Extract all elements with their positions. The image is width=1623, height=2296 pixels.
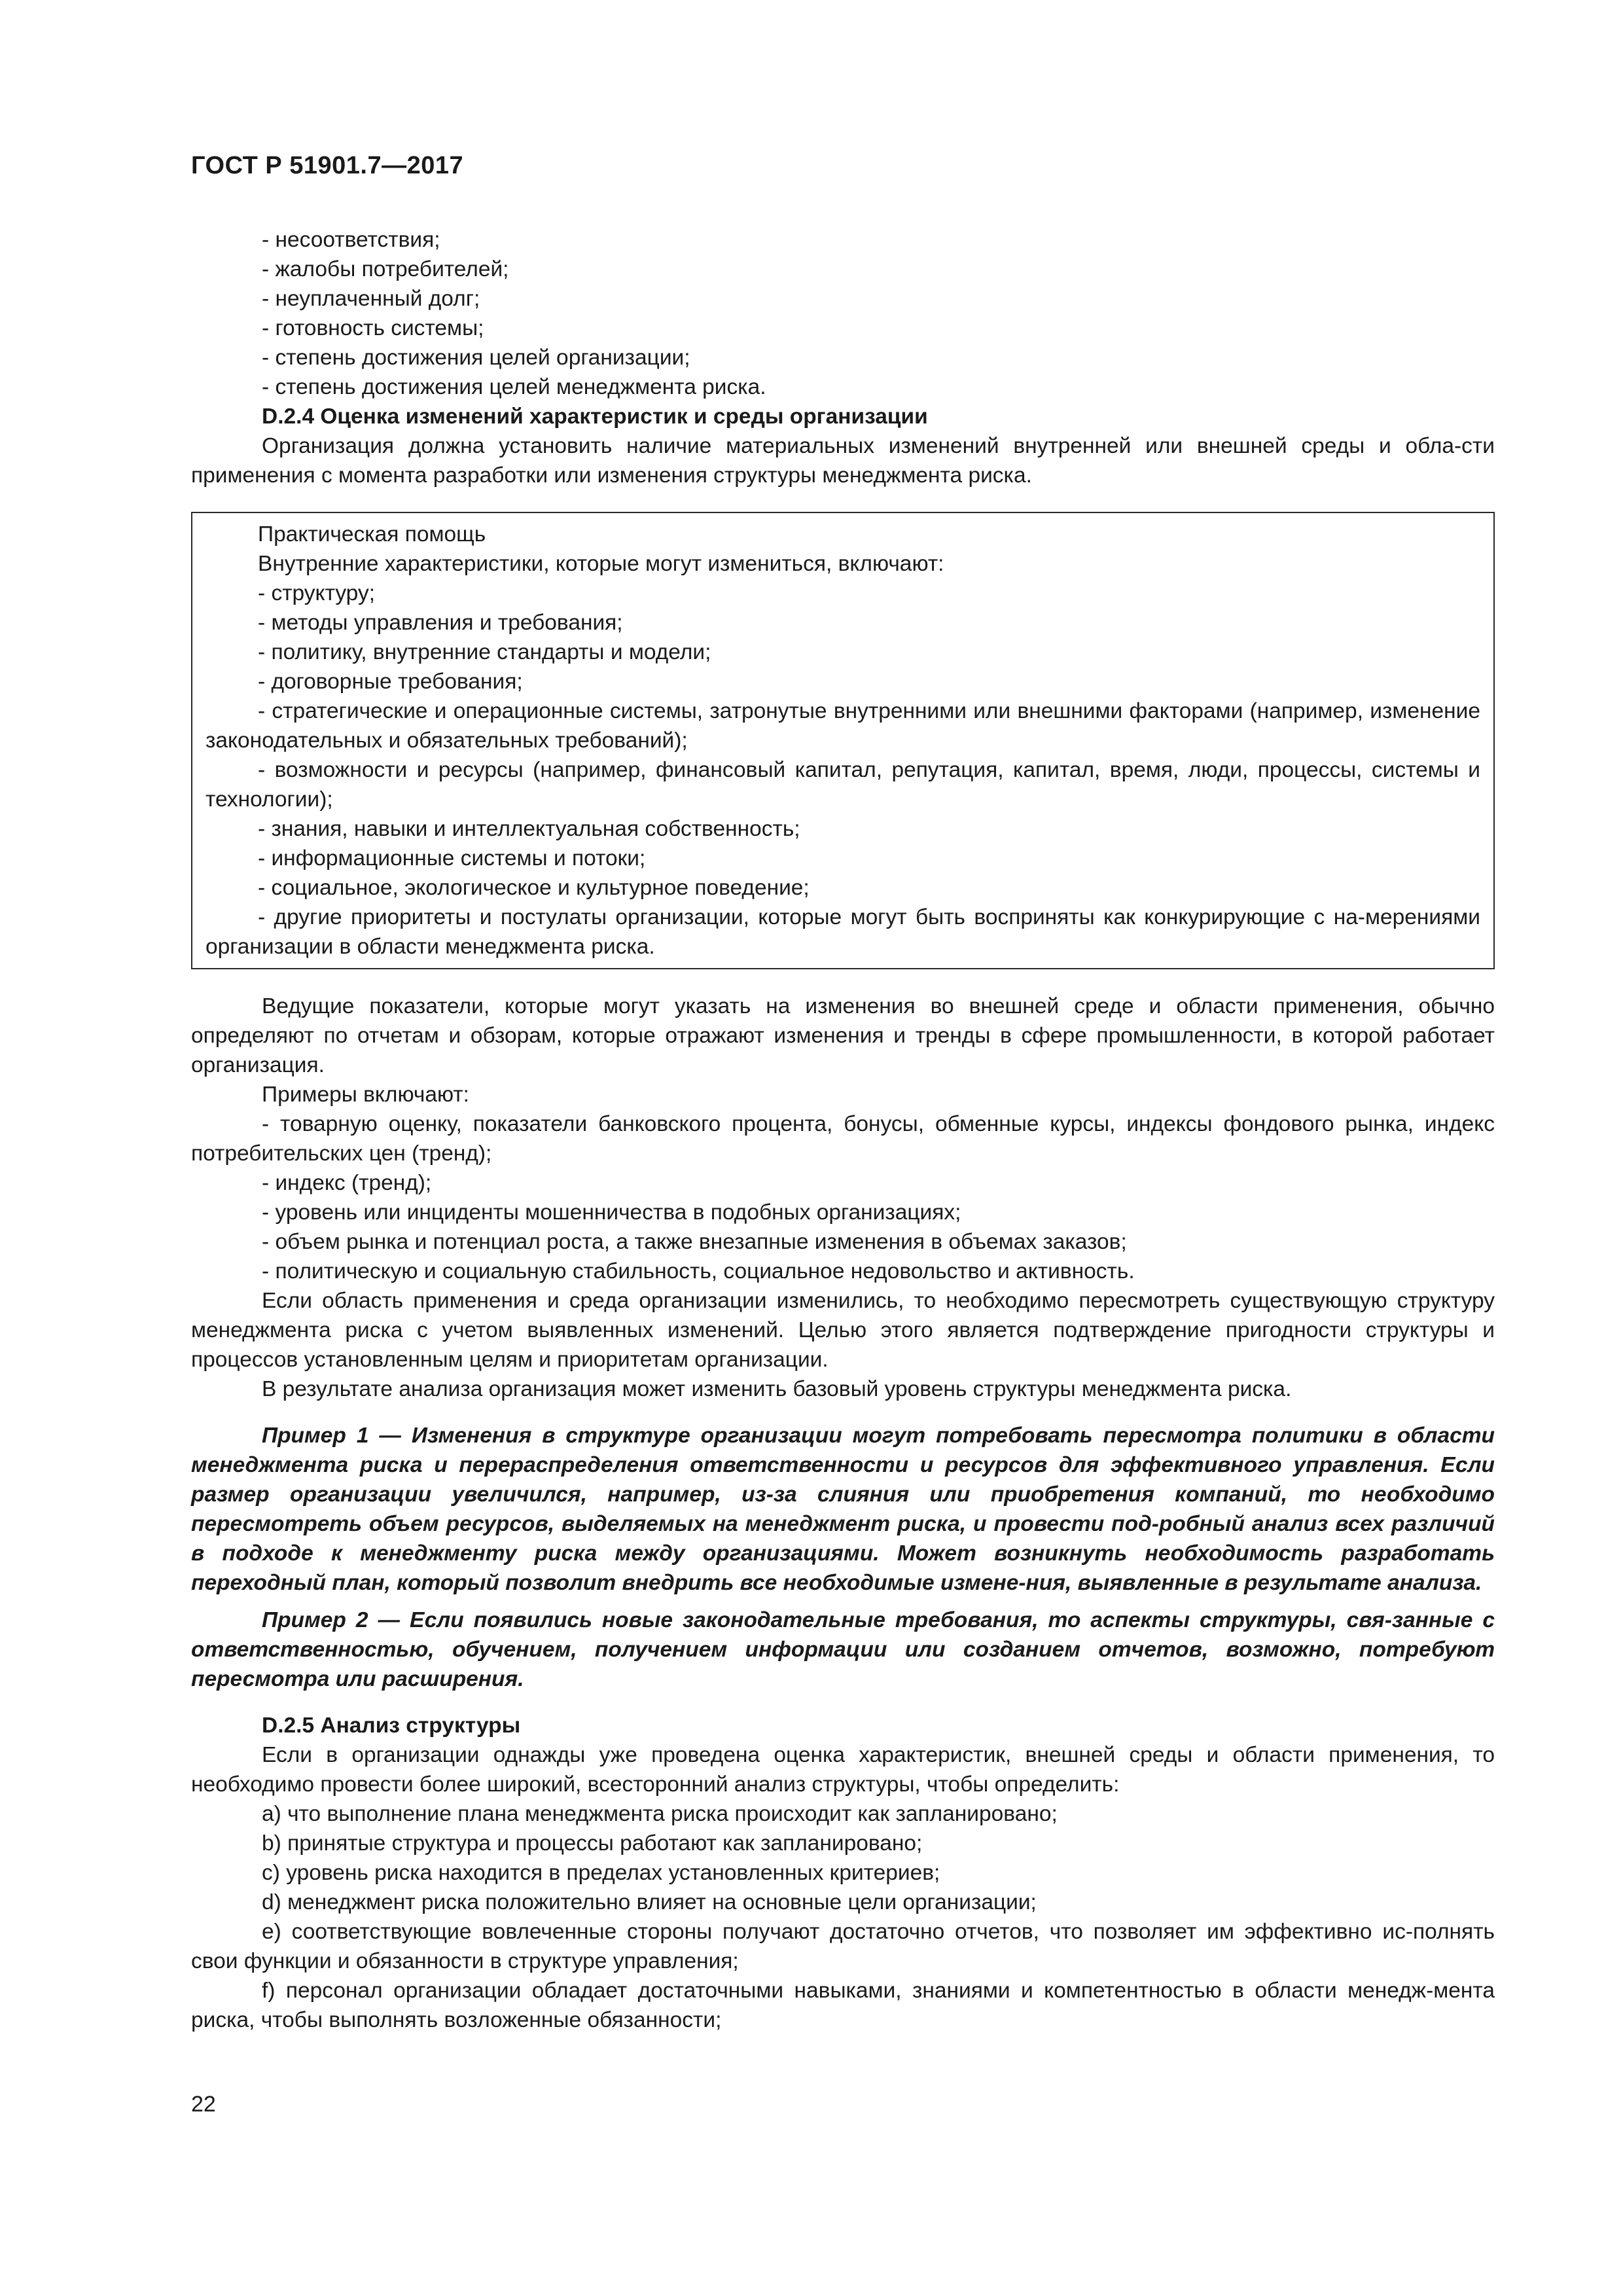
example-1: Пример 1 — Изменения в структуре организации могут потребовать пересмотра политики в области менеджмента риска и перераспределения ответственности и ресурсов для эффективного управления. Если размер организации увеличился, например, из-за слияния или приобретения компаний, то необходимо пересмотреть объем ресурсов, выделяемых на менеджмент риска, и провести под-робный анализ всех различий в подходе к менеджменту риска между организациями. Может возникнуть необходимость разработать переходный план, который позволит внедрить все необходимые измене-ния, выявленные в результате анализа.: [191, 1424, 1495, 1595]
list-item: b) принятые структура и процессы работают как запланировано;: [262, 1831, 923, 1856]
list-item: - неуплаченный долг;: [262, 287, 480, 311]
list-item: - социальное, экологическое и культурное поведение;: [258, 876, 810, 900]
list-item: - информационные системы и потоки;: [258, 846, 646, 870]
list-item: - несоответствия;: [262, 228, 440, 252]
list-item: - стратегические и операционные системы, затронутые внутренними или внешними факторами (например, изменение законодательных и обязательных требований);: [205, 699, 1480, 753]
list-item: - степень достижения целей менеджмента риска.: [262, 375, 766, 399]
list-item: - готовность системы;: [262, 316, 484, 340]
section-d25-paragraph: Если в организации однажды уже проведена оценка характеристик, внешней среды и области применения, то необходимо провести более широкий, всесторонний анализ структуры, чтобы определить:: [191, 1743, 1495, 1797]
list-item: - политическую и социальную стабильность, социальное недовольство и активность.: [262, 1259, 1135, 1283]
list-item: a) что выполнение плана менеджмента риска происходит как запланировано;: [262, 1802, 1058, 1826]
document-header: ГОСТ Р 51901.7—2017: [191, 152, 464, 179]
list-item: - договорные требования;: [258, 670, 523, 694]
leading-indicators-paragraph: Ведущие показатели, которые могут указать на изменения во внешней среде и области применения, обычно определяют по отчетам и обзорам, которые отражают изменения и тренды в сфере промышленности, в которой работает организация.: [191, 994, 1495, 1077]
list-item: - другие приоритеты и постулаты организации, которые могут быть восприняты как конкурирующие с на-мерениями организации в области менеджмента риска.: [205, 905, 1480, 959]
list-item: - знания, навыки и интеллектуальная собственность;: [258, 817, 800, 841]
section-d24-paragraph: Организация должна установить наличие материальных изменений внутренней или внешней среды и обла-сти применения с момента разработки или изменения структуры менеджмента риска.: [191, 434, 1495, 488]
baseline-paragraph: В результате анализа организация может изменить базовый уровень структуры менеджмента риска.: [262, 1377, 1292, 1401]
list-item: - индекс (тренд);: [262, 1171, 432, 1195]
examples-label: Примеры включают:: [262, 1083, 469, 1107]
list-item: - возможности и ресурсы (например, финансовый капитал, репутация, капитал, время, люди, процессы, системы и технологии);: [205, 758, 1480, 812]
list-item: c) уровень риска находится в пределах установленных критериев;: [262, 1861, 940, 1885]
review-paragraph: Если область применения и среда организации изменились, то необходимо пересмотреть существующую структуру менеджмента риска с учетом выявленных изменений. Целью этого является подтверждение пригодности структуры и процессов установленным целям и приоритетам организации.: [191, 1289, 1495, 1372]
section-title-d25: D.2.5 Анализ структуры: [262, 1713, 521, 1738]
section-title-d24: D.2.4 Оценка изменений характеристик и среды организации: [262, 404, 928, 429]
list-item: f) персонал организации обладает достаточными навыками, знаниями и компетентностью в области менедж-мента риска, чтобы выполнять возложенные обязанности;: [191, 1979, 1495, 2032]
page-content: [191, 225, 1495, 2035]
practical-help-box: [191, 512, 1495, 969]
example-2: Пример 2 — Если появились новые законодательные требования, то аспекты структуры, свя-занные с ответственностью, обучением, получением информации или созданием отчетов, возможно, потребуют пересмотра или расширения.: [191, 1608, 1495, 1691]
list-item: - товарную оценку, показатели банковского процента, бонусы, обменные курсы, индексы фондового рынка, индекс потребительских цен (тренд);: [191, 1112, 1495, 1166]
page-number: 22: [191, 2092, 216, 2117]
list-item: e) соответствующие вовлеченные стороны получают достаточно отчетов, что позволяет им эффективно ис-полнять свои функции и обязанности в структуре управления;: [191, 1920, 1495, 1973]
list-item: - жалобы потребителей;: [262, 257, 509, 281]
top-list: [191, 225, 1495, 402]
box-title: Практическая помощь: [258, 522, 486, 547]
list-item: - уровень или инциденты мошенничества в подобных организациях;: [262, 1200, 961, 1225]
list-item: - объем рынка и потенциал роста, а также внезапные изменения в объемах заказов;: [262, 1230, 1127, 1254]
list-item: - политику, внутренние стандарты и модели;: [258, 640, 711, 664]
list-item: d) менеджмент риска положительно влияет на основные цели организации;: [262, 1890, 1037, 1914]
list-item: - структуру;: [258, 581, 375, 605]
box-intro: Внутренние характеристики, которые могут измениться, включают:: [258, 552, 944, 576]
list-item: - степень достижения целей организации;: [262, 346, 690, 370]
list-item: - методы управления и требования;: [258, 611, 623, 635]
